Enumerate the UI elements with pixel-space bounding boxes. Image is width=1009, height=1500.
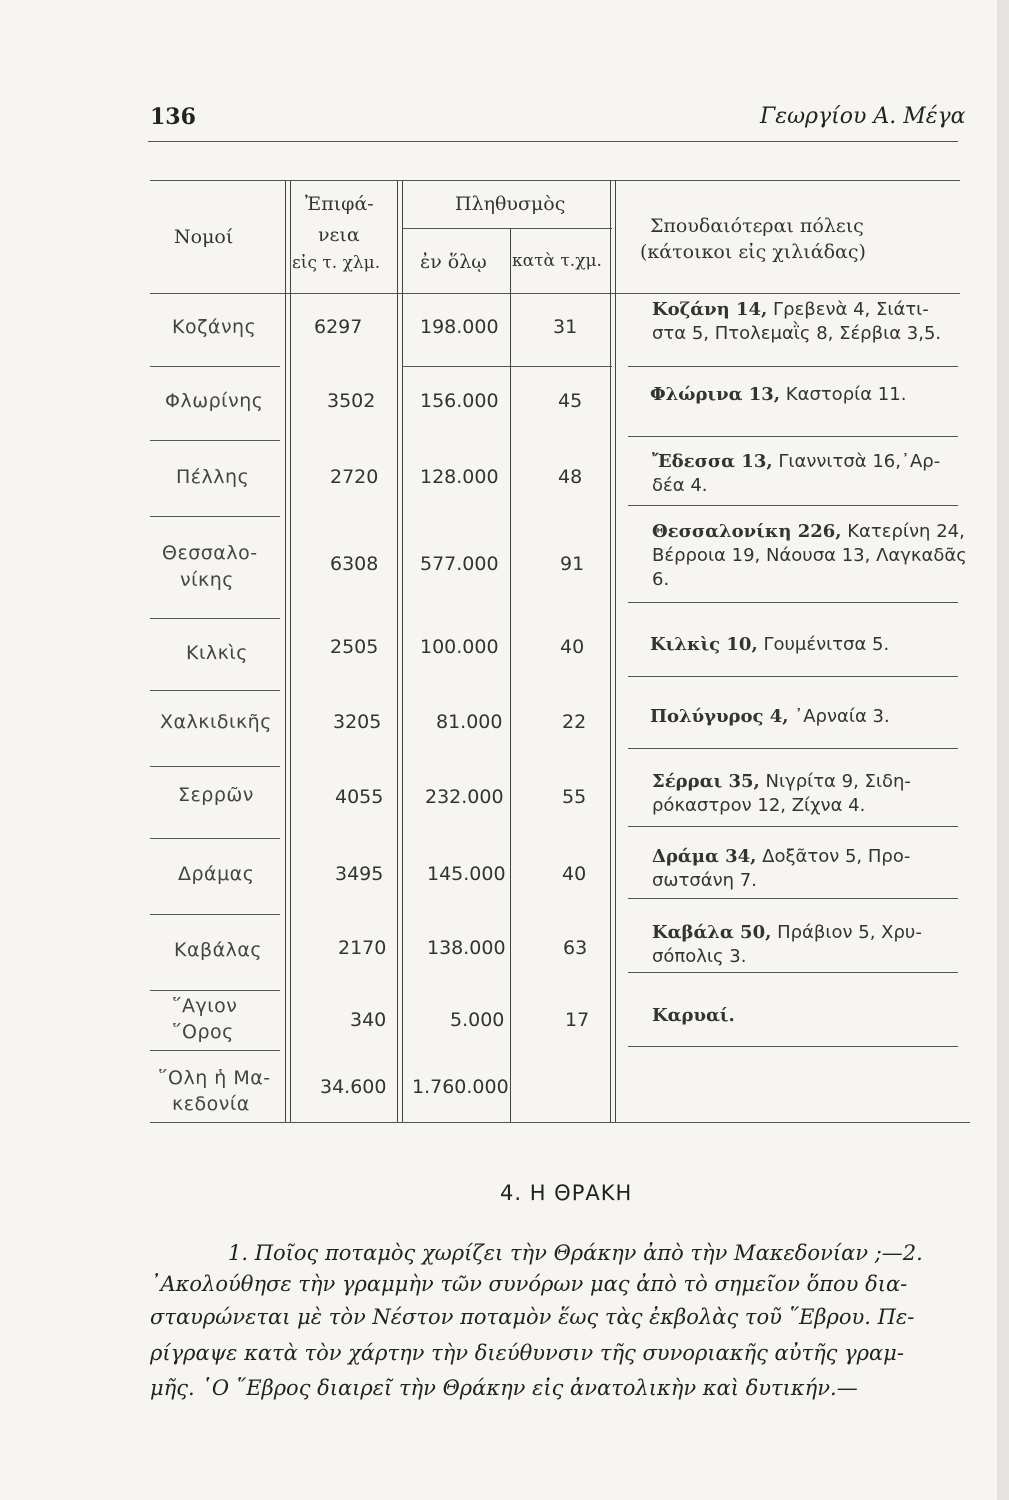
paragraph-line: 1. Ποῖος ποταμὸς χωρίζει τὴν Θράκην ἀπὸ τὴν Μακεδονίαν ;—2.	[228, 1241, 923, 1265]
other-cities: Κατερίνη 24, Βέρροια 19, Νάουσα 13, Λαγκαδᾶς 6.	[652, 521, 967, 590]
density-value: 63	[563, 937, 588, 959]
density-value: 48	[558, 466, 583, 488]
cities-value	[652, 450, 952, 498]
area-value: 6308	[330, 553, 379, 575]
paragraph-line: ρίγραψε κατὰ τὸν χάρτην τὴν διεύθυνσιν τῆς συνοριακῆς αὐτῆς γραμ-	[150, 1341, 904, 1365]
header-cities-2: (κάτοικοι εἰς χιλιάδας)	[640, 241, 866, 263]
cities-value	[652, 298, 962, 346]
col-divider-3	[510, 228, 511, 1122]
row-rule	[150, 914, 280, 915]
row-rule	[150, 1050, 280, 1051]
cities-value	[650, 633, 980, 657]
population-value: 156.000	[420, 390, 499, 412]
cities-value	[652, 845, 964, 893]
header-pop-density: κατὰ τ.χμ.	[512, 251, 602, 271]
paragraph-line: μῆς. ῾Ο ῞Εβρος διαιρεῖ τὴν Θράκην εἰς ἀνατολικὴν καὶ δυτικήν.—	[150, 1376, 858, 1400]
other-cities: Δοξᾶτον 5, Προ-σωτσάνη 7.	[652, 846, 911, 891]
population-value: 232.000	[425, 786, 504, 808]
header-rule	[148, 141, 958, 142]
row-rule	[150, 618, 280, 619]
row-rule	[628, 748, 958, 749]
area-value: 2720	[330, 466, 379, 488]
capital-city: Φλώρινα 13,	[650, 384, 781, 405]
header-cities-1: Σπουδαιότεραι πόλεις	[650, 215, 864, 237]
population-value: 198.000	[420, 316, 499, 338]
nomos-name-line2: κεδονία	[172, 1093, 250, 1115]
row-rule	[150, 440, 280, 441]
capital-city: Κιλκὶς 10,	[650, 634, 758, 655]
area-value: 6297	[314, 316, 363, 338]
col-divider-4b	[615, 180, 616, 1122]
cities-value	[652, 520, 970, 592]
capital-city: Κοζάνη 14,	[652, 299, 768, 320]
population-value: 138.000	[427, 937, 506, 959]
capital-city: Δράμα 34,	[652, 846, 757, 867]
nomos-name-line1: ῞Αγιον	[172, 995, 238, 1017]
paragraph-line: ᾿Ακολούθησε τὴν γραμμὴν τῶν συνόρων μας ἀπὸ τὸ σημεῖον ὅπου δια-	[150, 1272, 908, 1296]
row-rule	[628, 1046, 958, 1047]
capital-city: Καρυαί.	[652, 1005, 735, 1026]
table-header-rule	[150, 293, 960, 294]
pop-subheader-rule	[402, 228, 612, 229]
capital-city: Καβάλα 50,	[652, 922, 772, 943]
population-value: 145.000	[427, 863, 506, 885]
header-population: Πληθυσμὸς	[455, 193, 566, 215]
area-value: 3502	[327, 390, 376, 412]
header-area-3: εἰς τ. χλμ.	[292, 253, 381, 273]
section-title: 4. Η ΘΡΑΚΗ	[500, 1181, 633, 1205]
other-cities: ᾿Αρναία 3.	[788, 706, 890, 727]
capital-city: Σέρραι 35,	[652, 771, 760, 792]
density-value: 45	[558, 390, 583, 412]
row-rule	[150, 366, 280, 367]
area-value: 340	[350, 1009, 387, 1031]
capital-city: Ἔδεσσα 13,	[652, 451, 773, 472]
row-rule	[628, 676, 958, 677]
row-rule	[150, 516, 280, 517]
row-rule	[628, 972, 958, 973]
density-value: 55	[562, 786, 587, 808]
population-value: 5.000	[450, 1009, 505, 1031]
other-cities: Καστορία 11.	[780, 384, 907, 405]
nomos-name: Φλωρίνης	[165, 390, 264, 412]
cities-value	[652, 1004, 982, 1028]
nomos-name: Κιλκὶς	[186, 642, 248, 664]
col-divider-2b	[402, 180, 403, 1122]
cities-value	[652, 770, 962, 818]
nomos-name-line1: ῞Ολη ἡ Μα-	[158, 1067, 271, 1089]
col-divider-4a	[610, 180, 611, 1122]
header-pop-total: ἐν ὅλῳ	[420, 251, 487, 273]
row-rule	[150, 690, 280, 691]
col-divider-1a	[285, 180, 286, 1122]
row-rule	[402, 366, 612, 367]
nomos-name: Χαλκιδικῆς	[160, 711, 272, 733]
header-area-2: νεια	[318, 224, 360, 246]
nomos-name-line2: ῞Ορος	[172, 1021, 234, 1043]
header-nomoi: Νομοί	[174, 226, 234, 248]
table-bottom-rule	[150, 1122, 970, 1123]
density-value: 40	[562, 863, 587, 885]
cities-value	[650, 383, 980, 407]
row-rule	[150, 766, 280, 767]
nomos-name: Κοζάνης	[172, 316, 257, 338]
nomos-name: Δράμας	[178, 863, 255, 885]
row-rule	[628, 436, 958, 437]
cities-value	[652, 921, 967, 969]
other-cities: Γουμένιτσα 5.	[757, 634, 890, 655]
population-value: 1.760.000	[412, 1076, 509, 1098]
row-rule	[628, 826, 958, 827]
other-cities: Νιγρίτα 9, Σιδη-ρόκαστρον 12, Ζίχνα 4.	[652, 771, 911, 816]
density-value: 22	[562, 711, 587, 733]
page-number: 136	[150, 104, 196, 130]
col-divider-2a	[397, 180, 398, 1122]
area-value: 4055	[335, 786, 384, 808]
area-value: 3495	[335, 863, 384, 885]
nomos-name-line2: νίκης	[180, 569, 234, 591]
population-value: 81.000	[436, 711, 503, 733]
density-value: 17	[565, 1009, 590, 1031]
population-value: 577.000	[420, 553, 499, 575]
other-cities: Πράβιον 5, Χρυ-σόπολις 3.	[652, 922, 922, 967]
area-value: 2170	[338, 937, 387, 959]
area-value: 2505	[330, 636, 379, 658]
paragraph-line: σταυρώνεται μὲ τὸν Νέστον ποταμὸν ἕως τὰς ἐκβολὰς τοῦ ῞Εβρου. Πε-	[150, 1305, 915, 1329]
row-rule	[628, 602, 958, 603]
capital-city: Πολύγυρος 4,	[650, 706, 789, 727]
area-value: 3205	[333, 711, 382, 733]
area-value: 34.600	[320, 1076, 387, 1098]
nomos-name: Σερρῶν	[178, 784, 254, 806]
page-edge	[997, 0, 1009, 1500]
header-area-1: Ἐπιφά-	[305, 193, 374, 215]
population-value: 128.000	[420, 466, 499, 488]
nomos-name: Πέλλης	[176, 466, 250, 488]
running-title: Γεωργίου Α. Μέγα	[760, 104, 966, 129]
population-value: 100.000	[420, 636, 499, 658]
nomos-name: Καβάλας	[174, 939, 263, 961]
table-top-rule	[150, 180, 960, 181]
density-value: 40	[560, 636, 585, 658]
other-cities: Γιαννιτσὰ 16,᾿Αρ-δέα 4.	[652, 451, 941, 496]
row-rule	[628, 505, 958, 506]
density-value: 31	[553, 316, 578, 338]
other-cities: Γρεβενὰ 4, Σιάτι-στα 5, Πτολεμαῒς 8, Σέρβια 3,5.	[652, 299, 942, 344]
row-rule	[628, 366, 958, 367]
col-divider-1b	[290, 180, 291, 1122]
row-rule	[150, 838, 280, 839]
nomos-name-line1: Θεσσαλο-	[162, 542, 258, 564]
cities-value	[650, 705, 980, 729]
density-value: 91	[560, 553, 585, 575]
capital-city: Θεσσαλονίκη 226,	[652, 521, 842, 542]
row-rule	[628, 898, 958, 899]
row-rule	[150, 990, 280, 991]
